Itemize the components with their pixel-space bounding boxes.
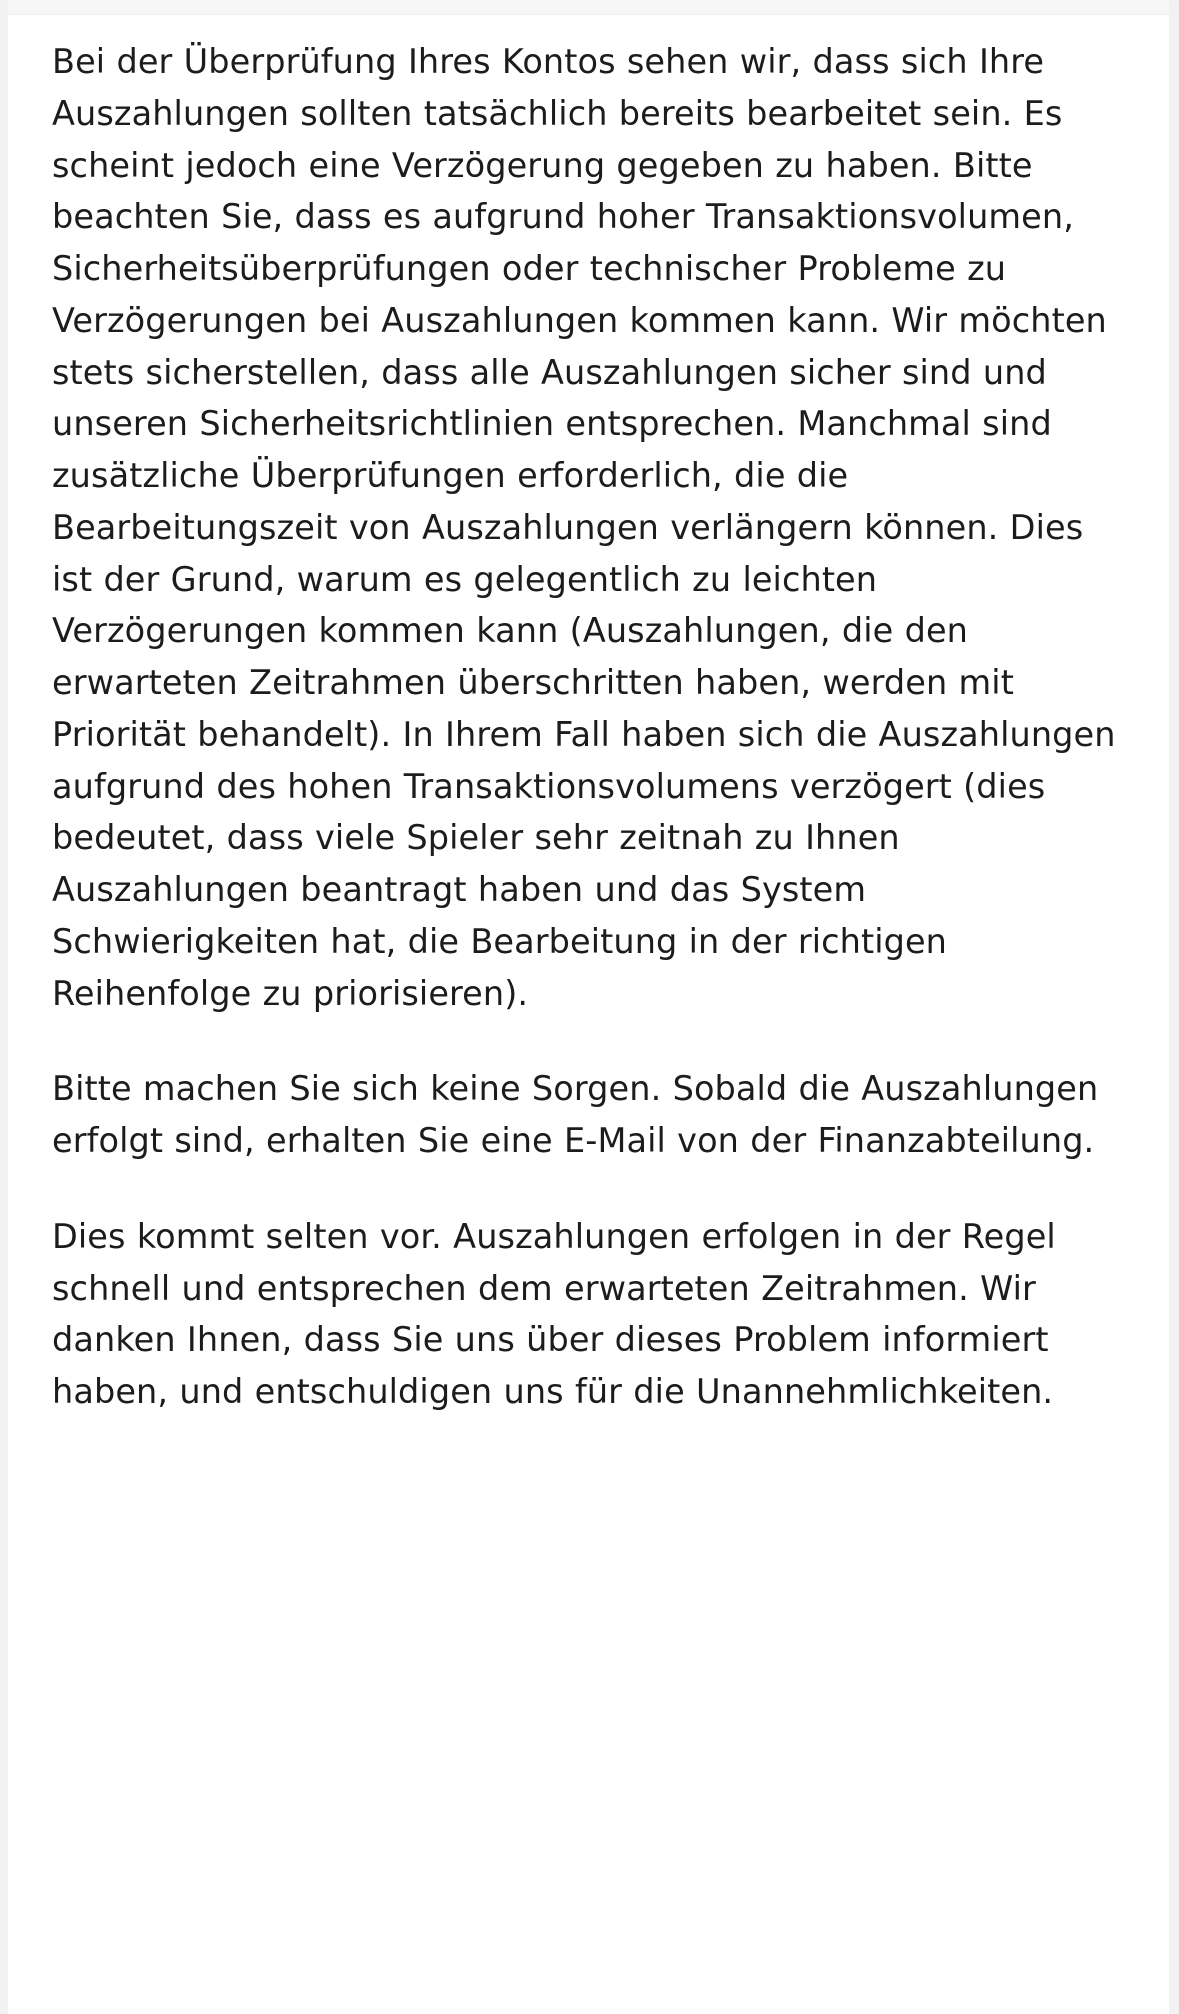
paragraph-1: Bei der Überprüfung Ihres Kontos sehen wir, dass sich Ihre Auszahlungen sollten tatsächlich bereits bearbeitet sein. Es scheint jedoch eine Verzögerung gegeben zu haben. Bitte beachten Sie, dass es aufgrund hoher Transaktionsvolumen, Sicherheitsüberprüfungen oder technischer Probleme zu Verzögerungen bei Auszahlungen kommen kann. Wir möchten stets sicherstellen, dass alle Auszahlungen sicher sind und unseren Sicherheitsrichtlinien entsprechen. Manchmal sind zusätzliche Überprüfungen erforderlich, die die Bearbeitungszeit von Auszahlungen verlängern können. Dies ist der Grund, warum es gelegentlich zu leichten Verzögerungen kommen kann (Auszahlungen, die den erwarteten Zeitrahmen überschritten haben, werden mit Priorität behandelt). In Ihrem Fall haben sich die Auszahlungen aufgrund des hohen Transaktionsvolumens verzögert (dies bedeutet, dass viele Spieler sehr zeitnah zu Ihnen Auszahlungen beantragt haben und das System Schwierigkeiten hat, die Bearbeitung in der richtigen Reihenfolge zu priorisieren). bbox=[52, 42, 1116, 1013]
page-top-strip bbox=[0, 0, 1179, 15]
message-body bbox=[52, 36, 1132, 1418]
paragraph-3: Dies kommt selten vor. Auszahlungen erfolgen in der Regel schnell und entsprechen dem erwarteten Zeitrahmen. Wir danken Ihnen, dass Sie uns über dieses Problem informiert haben, und entschuldigen uns für die Unannehmlichkeiten. bbox=[52, 1216, 1056, 1411]
page-right-gutter bbox=[1169, 0, 1179, 2014]
page-left-gutter bbox=[0, 0, 8, 2014]
paragraph-2: Bitte machen Sie sich keine Sorgen. Sobald die Auszahlungen erfolgt sind, erhalten Sie eine E-Mail von der Finanzabteilung. bbox=[52, 1069, 1099, 1160]
